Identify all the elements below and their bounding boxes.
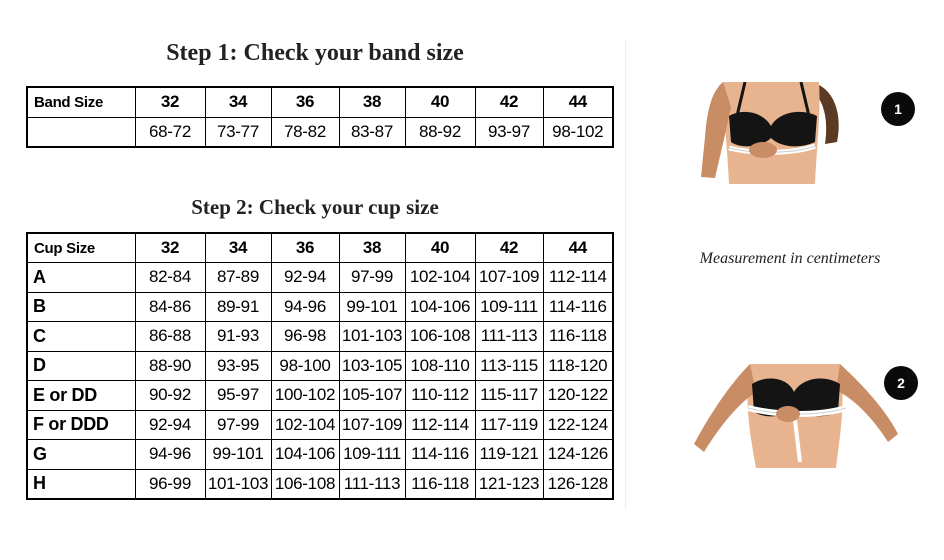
cup-size-row	[27, 440, 613, 470]
table-cell: 118-120	[543, 351, 613, 381]
table-cell: 97-99	[339, 263, 405, 293]
row-label: B	[27, 292, 135, 322]
column-header-label: Band Size	[27, 87, 135, 117]
column-header: 36	[271, 87, 339, 117]
table-cell: 105-107	[339, 381, 405, 411]
column-divider	[625, 40, 626, 510]
table-cell: 111-113	[339, 469, 405, 499]
table-cell: 98-102	[543, 117, 613, 147]
table-cell: 82-84	[135, 263, 205, 293]
column-header: 44	[543, 87, 613, 117]
table-cell: 96-99	[135, 469, 205, 499]
row-label: A	[27, 263, 135, 293]
table-cell: 92-94	[135, 410, 205, 440]
table-cell: 109-111	[339, 440, 405, 470]
table-cell: 113-115	[475, 351, 543, 381]
table-cell: 99-101	[339, 292, 405, 322]
table-cell: 114-116	[543, 292, 613, 322]
row-label	[27, 117, 135, 147]
column-header: 34	[205, 87, 271, 117]
table-cell: 73-77	[205, 117, 271, 147]
row-label: E or DD	[27, 381, 135, 411]
column-header: 32	[135, 233, 205, 263]
table-cell: 102-104	[271, 410, 339, 440]
table-cell: 107-109	[339, 410, 405, 440]
table-cell: 101-103	[339, 322, 405, 352]
band-size-title: Step 1: Check your band size	[166, 40, 464, 66]
table-cell: 90-92	[135, 381, 205, 411]
cup-size-header-row	[27, 233, 613, 263]
column-header: 34	[205, 233, 271, 263]
column-header: 36	[271, 233, 339, 263]
table-cell: 89-91	[205, 292, 271, 322]
table-cell: 78-82	[271, 117, 339, 147]
cup-measure-photo	[690, 364, 902, 468]
table-cell: 122-124	[543, 410, 613, 440]
table-cell: 97-99	[205, 410, 271, 440]
cup-size-row	[27, 263, 613, 293]
table-cell: 94-96	[271, 292, 339, 322]
table-cell: 101-103	[205, 469, 271, 499]
table-cell: 93-95	[205, 351, 271, 381]
table-cell: 93-97	[475, 117, 543, 147]
table-cell: 87-89	[205, 263, 271, 293]
table-cell: 115-117	[475, 381, 543, 411]
table-cell: 68-72	[135, 117, 205, 147]
table-cell: 98-100	[271, 351, 339, 381]
table-cell: 124-126	[543, 440, 613, 470]
table-cell: 126-128	[543, 469, 613, 499]
band-size-header-row	[27, 87, 613, 117]
column-header: 38	[339, 87, 405, 117]
table-cell: 92-94	[271, 263, 339, 293]
table-cell: 121-123	[475, 469, 543, 499]
row-label: C	[27, 322, 135, 352]
table-cell: 96-98	[271, 322, 339, 352]
cup-size-row	[27, 322, 613, 352]
column-header: 40	[405, 233, 475, 263]
measurement-note: Measurement in centimeters	[699, 250, 881, 267]
cup-size-row	[27, 292, 613, 322]
column-header: 40	[405, 87, 475, 117]
table-cell: 84-86	[135, 292, 205, 322]
table-cell: 100-102	[271, 381, 339, 411]
table-cell: 110-112	[405, 381, 475, 411]
table-cell: 83-87	[339, 117, 405, 147]
cup-size-row	[27, 410, 613, 440]
table-cell: 116-118	[405, 469, 475, 499]
table-cell: 103-105	[339, 351, 405, 381]
column-header: 42	[475, 87, 543, 117]
column-header-label: Cup Size	[27, 233, 135, 263]
hand-shape	[749, 142, 777, 158]
table-cell: 104-106	[405, 292, 475, 322]
step-2-badge: 2	[884, 366, 918, 400]
column-header: 44	[543, 233, 613, 263]
table-cell: 117-119	[475, 410, 543, 440]
column-header: 38	[339, 233, 405, 263]
table-cell: 106-108	[271, 469, 339, 499]
table-cell: 95-97	[205, 381, 271, 411]
table-cell: 109-111	[475, 292, 543, 322]
column-header: 32	[135, 87, 205, 117]
step-1-badge: 1	[881, 92, 915, 126]
column-header: 42	[475, 233, 543, 263]
cup-size-row	[27, 469, 613, 499]
band-size-row	[27, 117, 613, 147]
row-label: G	[27, 440, 135, 470]
table-cell: 88-92	[405, 117, 475, 147]
table-cell: 112-114	[405, 410, 475, 440]
table-cell: 108-110	[405, 351, 475, 381]
table-cell: 91-93	[205, 322, 271, 352]
table-cell: 88-90	[135, 351, 205, 381]
table-cell: 99-101	[205, 440, 271, 470]
cup-size-title: Step 2: Check your cup size	[191, 195, 439, 219]
row-label: D	[27, 351, 135, 381]
table-cell: 114-116	[405, 440, 475, 470]
cup-size-table	[26, 232, 614, 500]
band-size-table	[26, 86, 614, 148]
table-cell: 86-88	[135, 322, 205, 352]
hand-shape	[776, 406, 800, 422]
table-cell: 120-122	[543, 381, 613, 411]
table-cell: 94-96	[135, 440, 205, 470]
cup-size-row	[27, 381, 613, 411]
row-label: H	[27, 469, 135, 499]
table-cell: 119-121	[475, 440, 543, 470]
table-cell: 112-114	[543, 263, 613, 293]
table-cell: 116-118	[543, 322, 613, 352]
table-cell: 111-113	[475, 322, 543, 352]
table-cell: 104-106	[271, 440, 339, 470]
table-cell: 107-109	[475, 263, 543, 293]
table-cell: 102-104	[405, 263, 475, 293]
table-cell: 106-108	[405, 322, 475, 352]
band-measure-photo	[693, 82, 853, 184]
cup-size-row	[27, 351, 613, 381]
row-label: F or DDD	[27, 410, 135, 440]
